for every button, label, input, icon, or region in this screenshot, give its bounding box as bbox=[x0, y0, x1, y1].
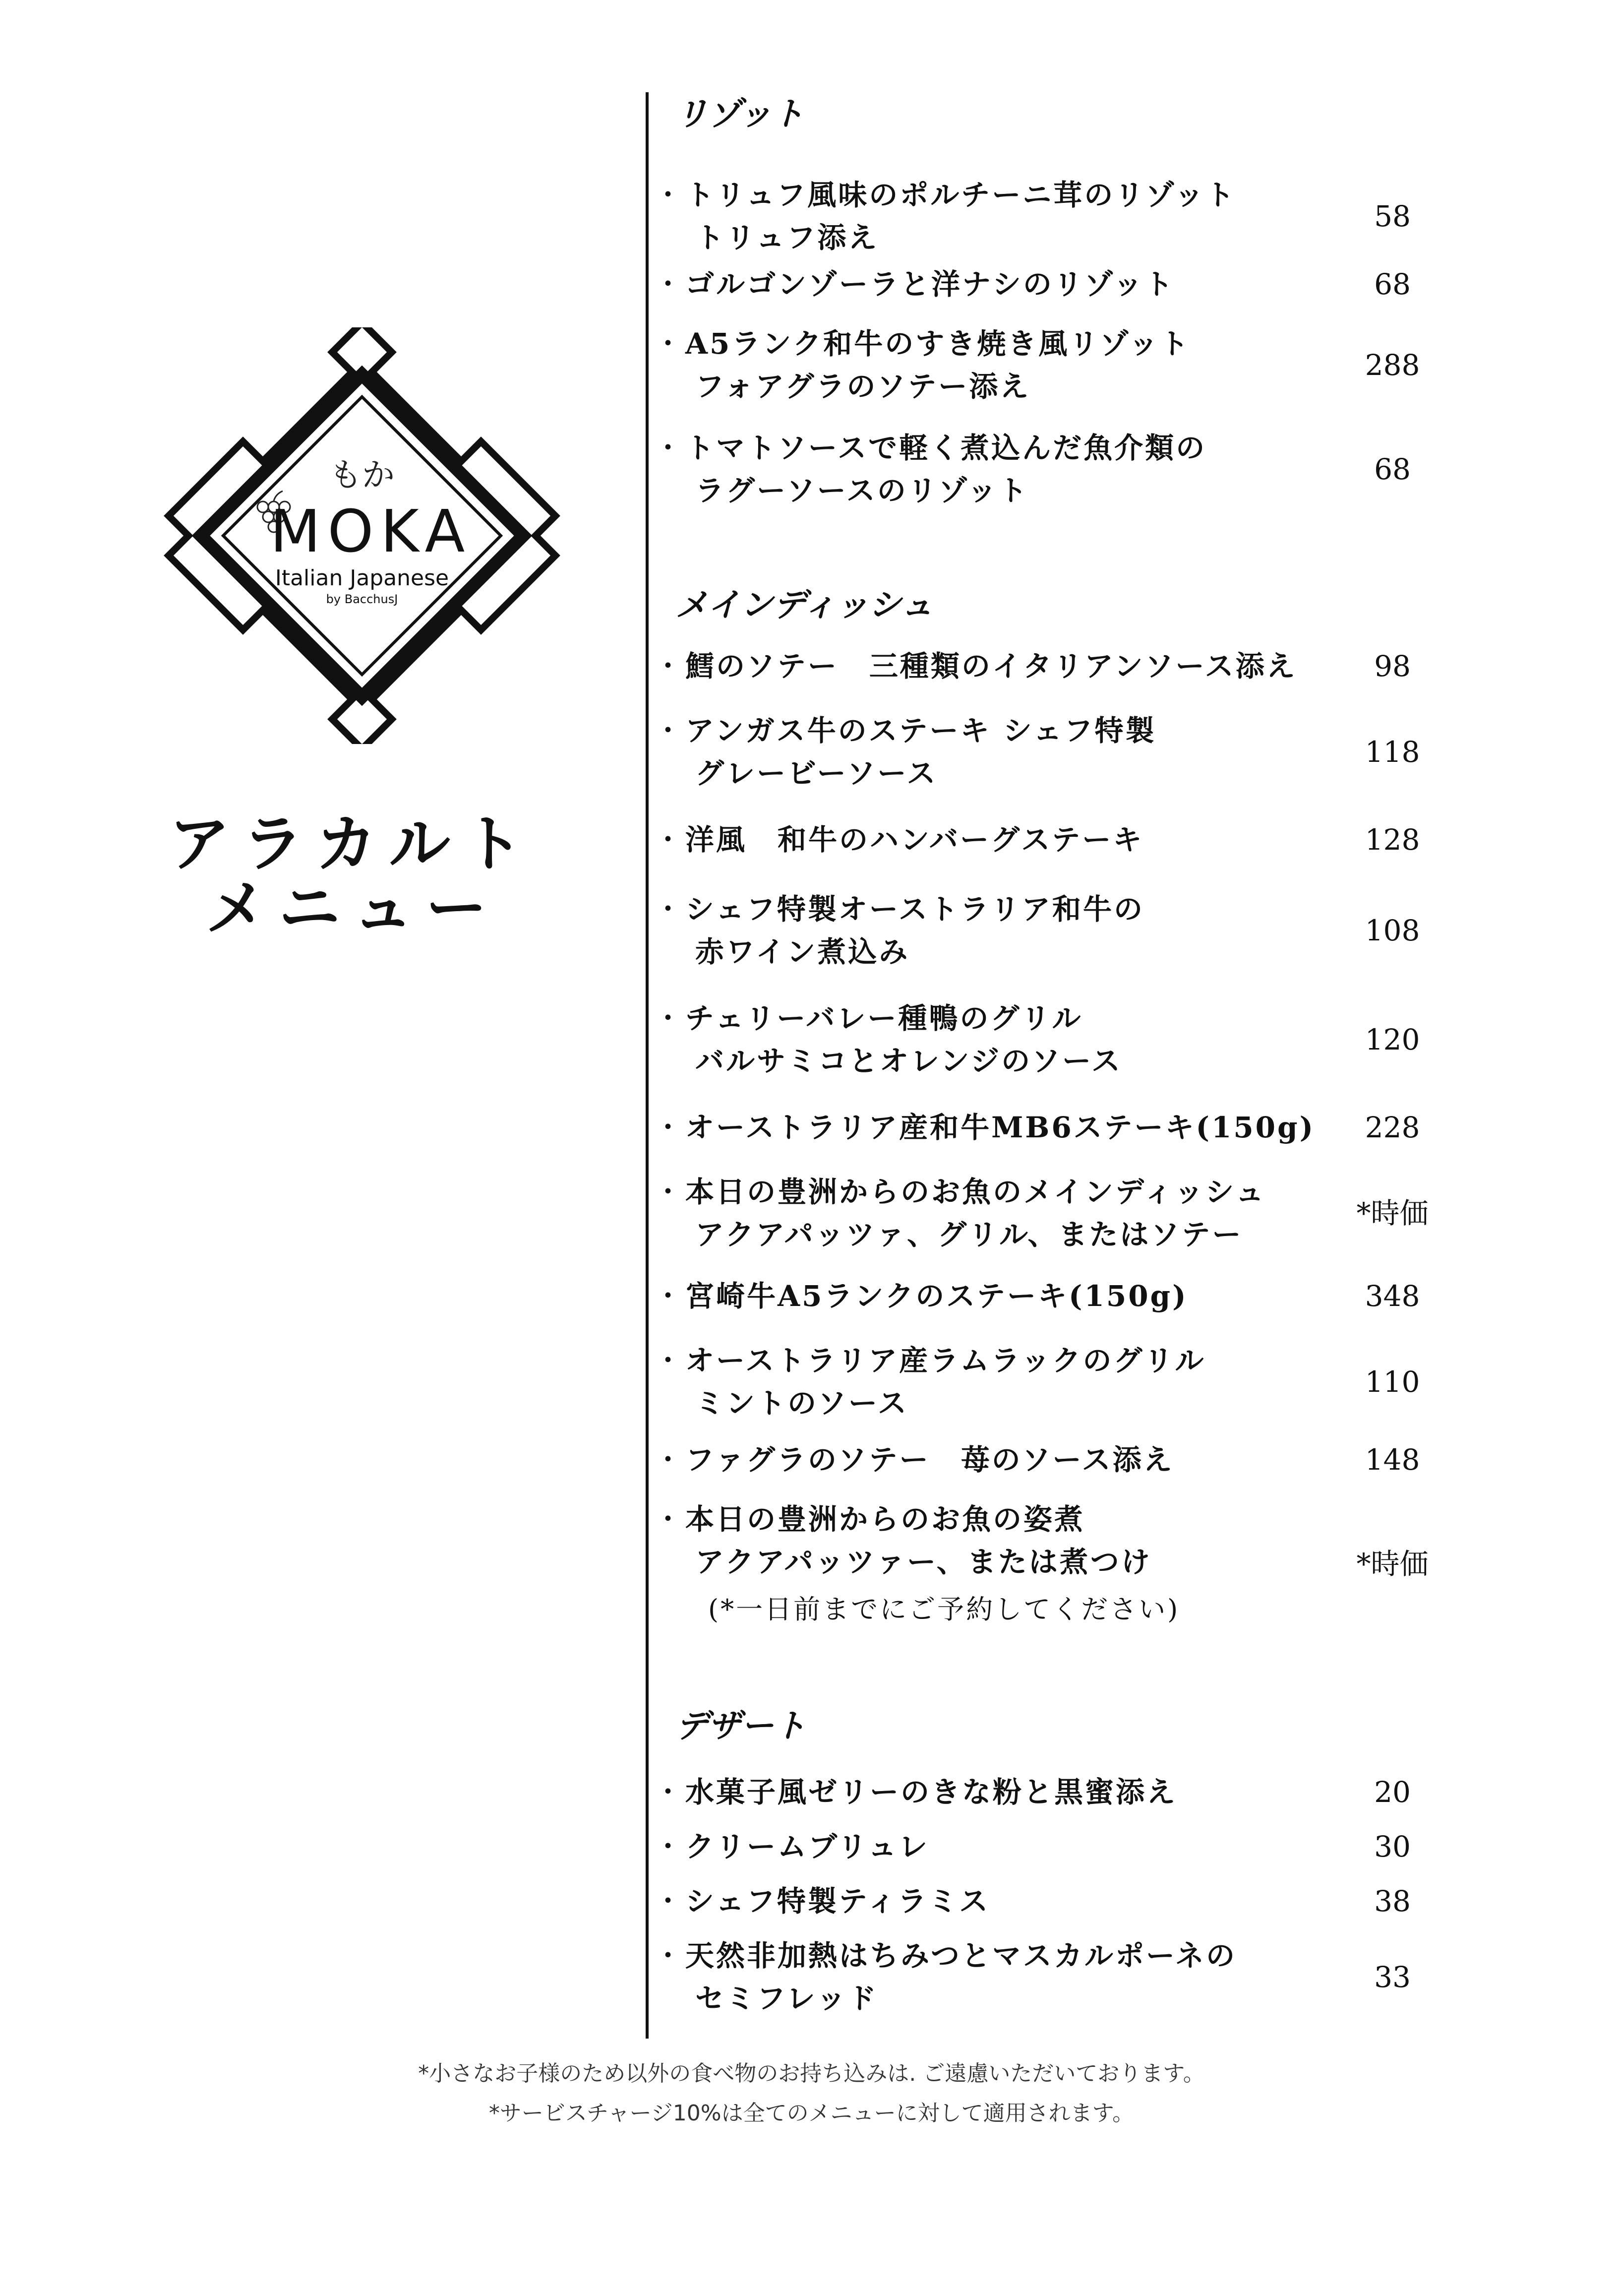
bullet: ・ bbox=[654, 1884, 683, 1918]
section-title: リゾット bbox=[675, 94, 805, 133]
bullet: ・ bbox=[654, 823, 683, 857]
page-title-line1: アラカルト bbox=[169, 808, 536, 880]
menu-item-price: 110 bbox=[1365, 1365, 1420, 1399]
menu-item-name: チェリーバレー種鴨のグリル bbox=[685, 1001, 1083, 1035]
logo-subtitle: Italian Japanese bbox=[275, 565, 449, 591]
menu-item-price: 68 bbox=[1374, 267, 1411, 301]
menu-item-name: 水菓子風ゼリーのきな粉と黒蜜添え bbox=[685, 1775, 1178, 1809]
menu-item-name: クリームブリュレ bbox=[685, 1830, 929, 1863]
menu-item-name: A5ランク和牛のすき焼き風リゾット bbox=[685, 327, 1191, 361]
menu-item-name: 本日の豊洲からのお魚のメインディッシュ bbox=[685, 1175, 1266, 1209]
menu-item-price: 68 bbox=[1374, 452, 1411, 486]
menu-item-name: トマトソースで軽く煮込んだ魚介類の bbox=[685, 431, 1207, 465]
menu-item-name: オーストラリア産和牛MB6ステーキ(150g) bbox=[685, 1111, 1316, 1144]
menu-item-description: フォアグラのソテー添え bbox=[695, 370, 1031, 403]
menu-item-price: 58 bbox=[1374, 199, 1411, 233]
menu-item-name: 本日の豊洲からのお魚の姿煮 bbox=[685, 1502, 1085, 1536]
logo-kana: もか bbox=[329, 456, 395, 494]
menu-item-note: (*一日前までにご予約してください) bbox=[708, 1594, 1180, 1625]
moka-logo bbox=[159, 327, 565, 744]
menu-item-name: ファグラのソテー 苺のソース添え bbox=[685, 1443, 1174, 1477]
menu-item-description: グレービーソース bbox=[695, 756, 938, 790]
bullet: ・ bbox=[654, 1111, 683, 1144]
menu-item-price: 38 bbox=[1374, 1884, 1411, 1918]
menu-item-name: 宮崎牛A5ランクのステーキ(150g) bbox=[685, 1279, 1188, 1313]
bullet: ・ bbox=[654, 1001, 683, 1035]
bullet: ・ bbox=[654, 1830, 683, 1863]
menu-item-name: オーストラリア産ラムラックのグリル bbox=[685, 1344, 1206, 1377]
menu-item-description: アクアパッツァ、グリル、またはソテー bbox=[695, 1218, 1243, 1251]
bullet: ・ bbox=[654, 1775, 683, 1809]
menu-item-name: シェフ特製オーストラリア和牛の bbox=[685, 892, 1144, 926]
menu-item-description: アクアパッツァー、または煮つけ bbox=[695, 1545, 1152, 1579]
bullet: ・ bbox=[654, 714, 683, 747]
menu-item-price: 30 bbox=[1374, 1830, 1411, 1863]
bullet: ・ bbox=[654, 1443, 683, 1477]
bullet: ・ bbox=[654, 1344, 683, 1377]
bullet: ・ bbox=[654, 1279, 683, 1313]
menu-item-price: 120 bbox=[1365, 1023, 1420, 1056]
menu-item-price: 20 bbox=[1374, 1775, 1411, 1809]
section-title: メインディッシュ bbox=[675, 585, 934, 624]
menu-item-price: *時価 bbox=[1356, 1196, 1429, 1230]
bullet: ・ bbox=[654, 178, 683, 212]
bullet: ・ bbox=[654, 1175, 683, 1209]
menu-item-description: ラグーソースのリゾット bbox=[695, 474, 1029, 507]
bullet: ・ bbox=[654, 1502, 683, 1536]
bullet: ・ bbox=[654, 892, 683, 926]
page-title-line2: メニュー bbox=[205, 872, 499, 944]
menu-item-name: トリュフ風味のポルチーニ茸のリゾット bbox=[685, 178, 1236, 212]
menu-item-name: 洋風 和牛のハンバーグステーキ bbox=[685, 823, 1144, 857]
menu-item-name: ゴルゴンゾーラと洋ナシのリゾット bbox=[685, 267, 1175, 301]
menu-item-name: 鱈のソテー 三種類のイタリアンソース添え bbox=[685, 649, 1297, 683]
menu-item-description: 赤ワイン煮込み bbox=[695, 935, 910, 969]
footnote-outside-food: *小さなお子様のため以外の食べ物のお持ち込みは. ご遠慮いただいております。 bbox=[418, 2061, 1205, 2086]
menu-item-description: バルサミコとオレンジのソース bbox=[695, 1044, 1123, 1078]
logo-name: MOKA bbox=[270, 497, 472, 565]
menu-item-price: 118 bbox=[1365, 735, 1420, 769]
column-divider bbox=[646, 92, 649, 2039]
logo-byline: by BacchusJ bbox=[326, 592, 398, 606]
menu-item-description: トリュフ添え bbox=[695, 221, 879, 254]
menu-item-price: 348 bbox=[1365, 1279, 1420, 1313]
menu-item-price: 98 bbox=[1374, 649, 1411, 683]
menu-item-price: 128 bbox=[1365, 823, 1420, 857]
bullet: ・ bbox=[654, 649, 683, 683]
menu-item-price: 108 bbox=[1365, 914, 1420, 947]
section-title: デザート bbox=[675, 1706, 806, 1745]
menu-item-name: 天然非加熱はちみつとマスカルポーネの bbox=[685, 1939, 1237, 1973]
bullet: ・ bbox=[654, 327, 683, 361]
menu-item-price: 288 bbox=[1365, 348, 1420, 382]
menu-item-description: セミフレッド bbox=[695, 1982, 879, 2015]
menu-item-price: 148 bbox=[1365, 1443, 1420, 1477]
menu-item-name: アンガス牛のステーキ シェフ特製 bbox=[685, 714, 1156, 747]
menu-item-name: シェフ特製ティラミス bbox=[685, 1884, 990, 1918]
bullet: ・ bbox=[654, 267, 683, 301]
menu-item-price: 33 bbox=[1374, 1960, 1411, 1994]
bullet: ・ bbox=[654, 1939, 683, 1973]
footnote-service-charge: *サービスチャージ10%は全てのメニューに対して適用されます。 bbox=[488, 2101, 1135, 2126]
menu-item-price: 228 bbox=[1365, 1111, 1420, 1144]
bullet: ・ bbox=[654, 431, 683, 465]
menu-item-description: ミントのソース bbox=[695, 1386, 908, 1420]
menu-item-price: *時価 bbox=[1356, 1547, 1429, 1581]
